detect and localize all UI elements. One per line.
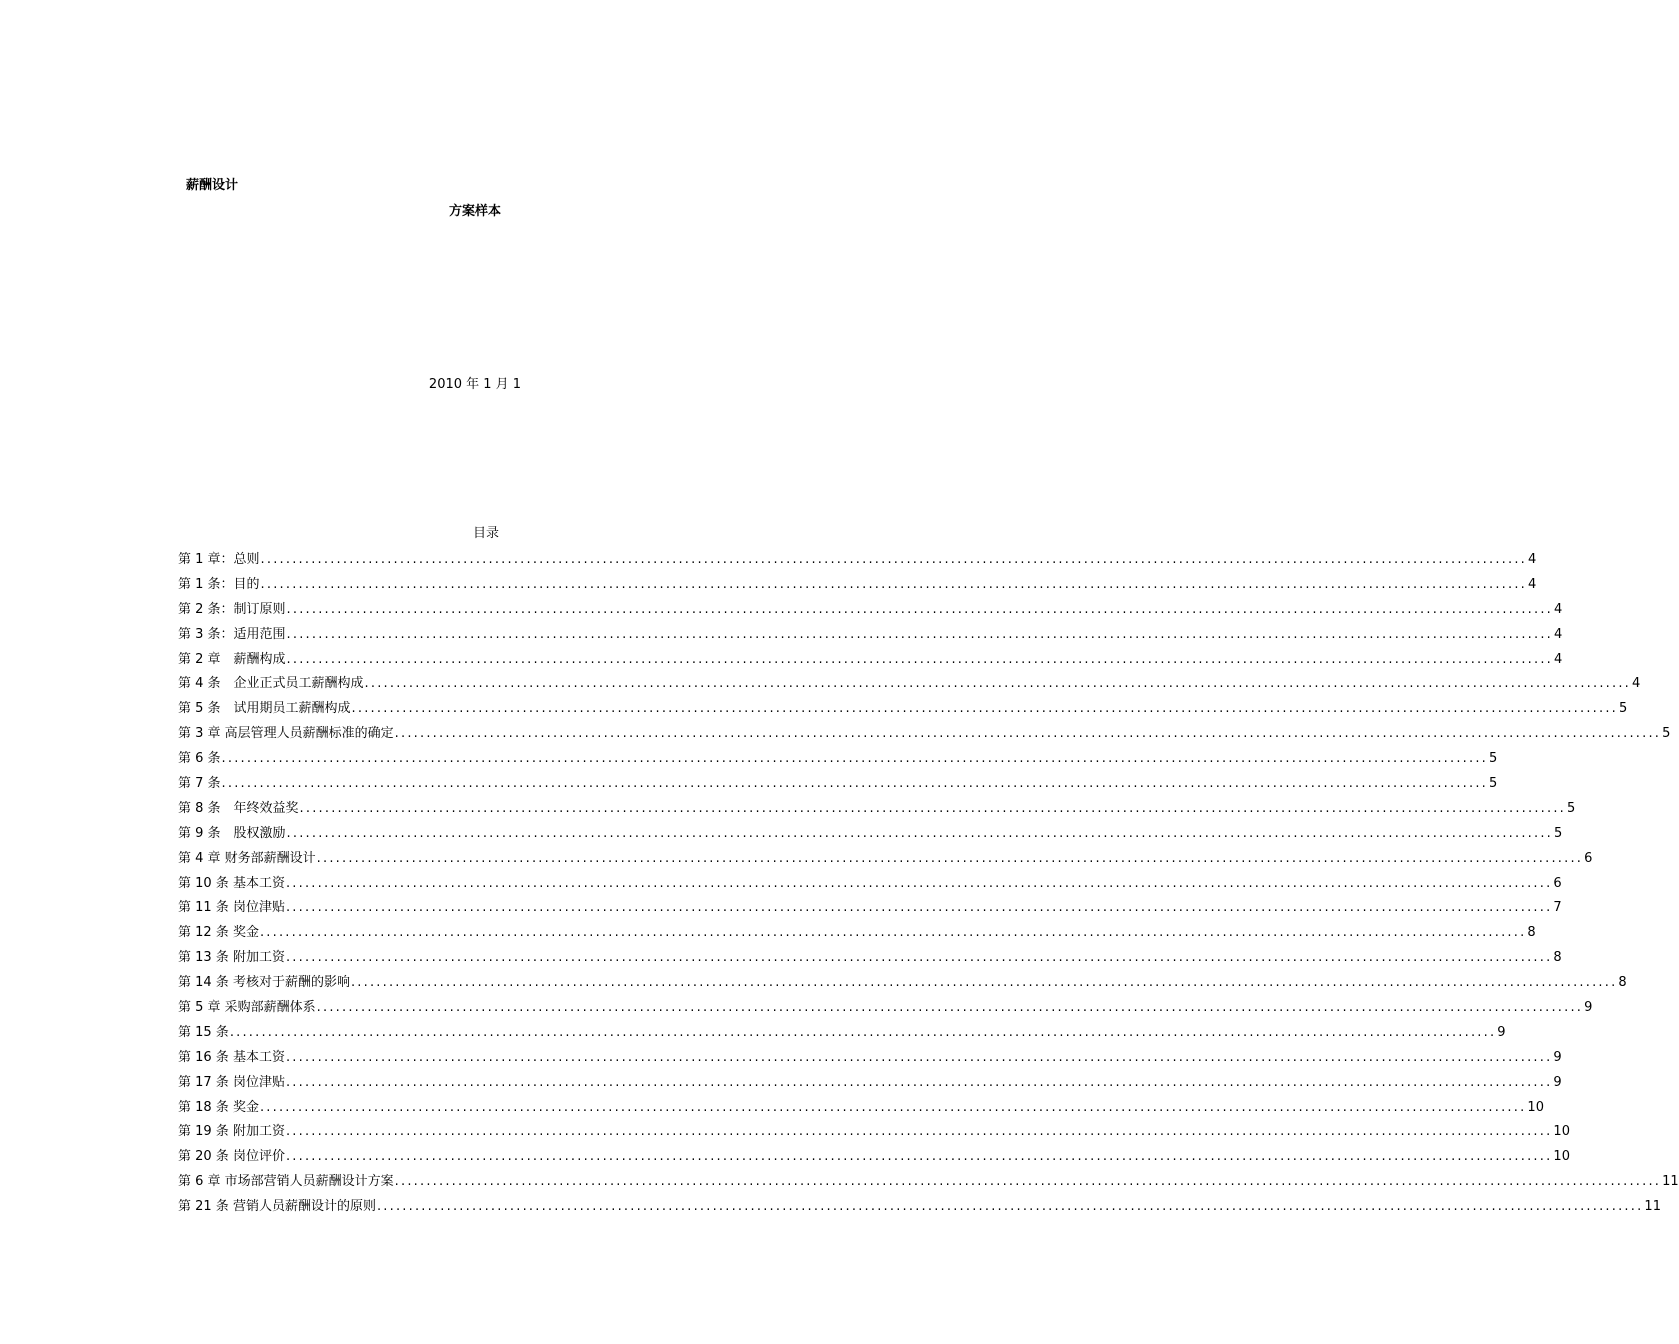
toc-entry[interactable] — [178, 1049, 1562, 1074]
toc-entry-label: 第 7 条 — [178, 776, 221, 792]
toc-entry-label: 第 4 章 财务部薪酬设计 — [178, 850, 316, 866]
toc-entry[interactable] — [178, 924, 1536, 949]
toc-leader-dots: ........................................................................................................................................................................................................ — [316, 1000, 1584, 1016]
toc-entry-page-number: 10 — [1527, 1099, 1544, 1115]
toc-entry-page-number: 8 — [1618, 975, 1627, 991]
toc-entry-label: 第 15 条 — [178, 1024, 229, 1040]
toc-leader-dots: ........................................................................................................................................................................................................ — [285, 1049, 1553, 1065]
toc-entry[interactable] — [178, 825, 1563, 850]
toc-entry-label: 第 19 条 附加工资 — [178, 1124, 285, 1140]
toc-leader-dots: ........................................................................................................................................................................................................ — [221, 751, 1489, 767]
toc-leader-dots: ........................................................................................................................................................................................................ — [316, 850, 1584, 866]
toc-entry-label: 第 2 条：制订原则 — [178, 601, 286, 617]
toc-leader-dots: ........................................................................................................................................................................................................ — [260, 576, 1528, 592]
toc-entry-label: 第 6 章 市场部营销人员薪酬设计方案 — [178, 1174, 394, 1190]
toc-entry-label: 第 6 条 — [178, 751, 221, 767]
toc-entry-label: 第 20 条 岗位评价 — [178, 1149, 285, 1165]
toc-leader-dots: ........................................................................................................................................................................................................ — [285, 1149, 1553, 1165]
toc-entry-page-number: 8 — [1527, 925, 1536, 941]
toc-entry[interactable] — [178, 1123, 1570, 1148]
toc-leader-dots: ........................................................................................................................................................................................................ — [285, 1124, 1553, 1140]
toc-entry-page-number: 10 — [1553, 1124, 1570, 1140]
toc-entry[interactable] — [178, 1198, 1661, 1223]
toc-entry[interactable] — [178, 875, 1562, 900]
toc-entry[interactable] — [178, 850, 1593, 875]
toc-entry[interactable] — [178, 1148, 1570, 1173]
toc-entry-page-number: 4 — [1528, 576, 1537, 592]
toc-entry-label: 第 3 条：适用范围 — [178, 626, 286, 642]
toc-entry-label: 第 4 条 企业正式员工薪酬构成 — [178, 676, 364, 692]
toc-entry[interactable] — [178, 1074, 1562, 1099]
toc-entry[interactable] — [178, 675, 1641, 700]
toc-entry-page-number: 9 — [1553, 1049, 1562, 1065]
toc-entry[interactable] — [178, 800, 1576, 825]
toc-entry[interactable] — [178, 601, 1563, 626]
toc-entry-label: 第 14 条 考核对于薪酬的影响 — [178, 975, 350, 991]
toc-leader-dots: ........................................................................................................................................................................................................ — [286, 626, 1554, 642]
toc-entry-page-number: 5 — [1567, 800, 1576, 816]
toc-entry-label: 第 13 条 附加工资 — [178, 950, 285, 966]
toc-entry-label: 第 1 章：总则 — [178, 552, 260, 567]
toc-entry[interactable] — [178, 775, 1498, 800]
toc-entry-page-number: 5 — [1489, 751, 1498, 767]
toc-entry-page-number: 5 — [1662, 726, 1671, 742]
document-title-line2: 方案样本 — [448, 204, 501, 219]
toc-entry-label: 第 10 条 基本工资 — [178, 875, 285, 891]
toc-entry[interactable] — [178, 999, 1593, 1024]
toc-leader-dots: ........................................................................................................................................................................................................ — [221, 776, 1489, 792]
toc-leader-dots: ........................................................................................................................................................................................................ — [394, 1174, 1662, 1190]
toc-entry-label: 第 11 条 岗位津贴 — [178, 900, 285, 916]
toc-leader-dots: ........................................................................................................................................................................................................ — [286, 601, 1554, 617]
toc-entry-page-number: 11 — [1662, 1174, 1679, 1190]
toc-entry-label: 第 2 章 薪酬构成 — [178, 651, 286, 667]
toc-entry-page-number: 10 — [1553, 1149, 1570, 1165]
toc-entry-page-number: 9 — [1497, 1024, 1506, 1040]
toc-entry[interactable] — [178, 1099, 1544, 1124]
toc-entry-label: 第 8 条 年终效益奖 — [178, 800, 299, 816]
toc-leader-dots: ........................................................................................................................................................................................................ — [350, 975, 1618, 991]
toc-entry-page-number: 5 — [1554, 825, 1563, 841]
toc-entry-label: 第 16 条 基本工资 — [178, 1049, 285, 1065]
toc-entry[interactable] — [178, 725, 1671, 750]
toc-leader-dots: ........................................................................................................................................................................................................ — [364, 676, 1632, 692]
toc-entry-page-number: 6 — [1584, 850, 1593, 866]
document-title-line1: 薪酬设计 — [186, 178, 239, 193]
toc-leader-dots: ........................................................................................................................................................................................................ — [285, 875, 1553, 891]
toc-entry[interactable] — [178, 651, 1563, 676]
toc-entry[interactable] — [178, 899, 1562, 924]
toc-entry-label: 第 3 章 高层管理人员薪酬标准的确定 — [178, 726, 394, 742]
toc-entry[interactable] — [178, 949, 1562, 974]
toc-leader-dots: ........................................................................................................................................................................................................ — [285, 1074, 1553, 1090]
toc-entry-page-number: 8 — [1553, 950, 1562, 966]
toc-entry-label: 第 5 章 采购部薪酬体系 — [178, 1000, 316, 1016]
toc-leader-dots: ........................................................................................................................................................................................................ — [394, 726, 1662, 742]
toc-entry-label: 第 1 条：目的 — [178, 576, 260, 592]
toc-entry-page-number: 9 — [1584, 1000, 1593, 1016]
toc-entry-page-number: 4 — [1528, 552, 1537, 567]
toc-entry-page-number: 11 — [1644, 1199, 1661, 1215]
toc-entry-page-number: 4 — [1632, 676, 1641, 692]
toc-entry-page-number: 5 — [1489, 776, 1498, 792]
toc-heading: 目录 — [472, 526, 499, 541]
toc-entry[interactable] — [178, 700, 1628, 725]
toc-leader-dots: ........................................................................................................................................................................................................ — [285, 900, 1553, 916]
toc-entry-label: 第 17 条 岗位津贴 — [178, 1074, 285, 1090]
toc-leader-dots: ........................................................................................................................................................................................................ — [299, 800, 1567, 816]
toc-leader-dots: ........................................................................................................................................................................................................ — [351, 701, 1619, 717]
toc-leader-dots: ........................................................................................................................................................................................................ — [376, 1199, 1644, 1215]
toc-entry[interactable] — [178, 626, 1563, 651]
table-of-contents — [178, 551, 1679, 1223]
toc-leader-dots: ........................................................................................................................................................................................................ — [259, 925, 1527, 941]
toc-leader-dots: ........................................................................................................................................................................................................ — [259, 1099, 1527, 1115]
toc-entry-label: 第 21 条 营销人员薪酬设计的原则 — [178, 1199, 376, 1215]
toc-entry-label: 第 9 条 股权激励 — [178, 825, 286, 841]
toc-entry-label: 第 5 条 试用期员工薪酬构成 — [178, 701, 351, 717]
toc-leader-dots: ........................................................................................................................................................................................................ — [229, 1024, 1497, 1040]
toc-entry[interactable] — [178, 551, 1537, 576]
toc-leader-dots: ........................................................................................................................................................................................................ — [286, 825, 1554, 841]
toc-entry[interactable] — [178, 974, 1627, 999]
toc-leader-dots: ........................................................................................................................................................................................................ — [285, 950, 1553, 966]
document-date: 2010 年 1 月 1 — [428, 377, 522, 392]
toc-entry-page-number: 7 — [1553, 900, 1562, 916]
toc-entry-label: 第 18 条 奖金 — [178, 1099, 259, 1115]
toc-entry-page-number: 4 — [1554, 651, 1563, 667]
toc-leader-dots: ........................................................................................................................................................................................................ — [286, 651, 1554, 667]
toc-entry-label: 第 12 条 奖金 — [178, 925, 259, 941]
toc-entry[interactable] — [178, 1173, 1679, 1198]
toc-entry-page-number: 4 — [1554, 626, 1563, 642]
toc-entry-page-number: 5 — [1619, 701, 1628, 717]
toc-entry-page-number: 6 — [1553, 875, 1562, 891]
toc-entry-page-number: 4 — [1554, 601, 1563, 617]
toc-entry[interactable] — [178, 1024, 1506, 1049]
toc-entry[interactable] — [178, 750, 1498, 775]
toc-entry[interactable] — [178, 576, 1537, 601]
toc-leader-dots: ........................................................................................................................................................................................................ — [260, 552, 1528, 567]
toc-entry-page-number: 9 — [1553, 1074, 1562, 1090]
